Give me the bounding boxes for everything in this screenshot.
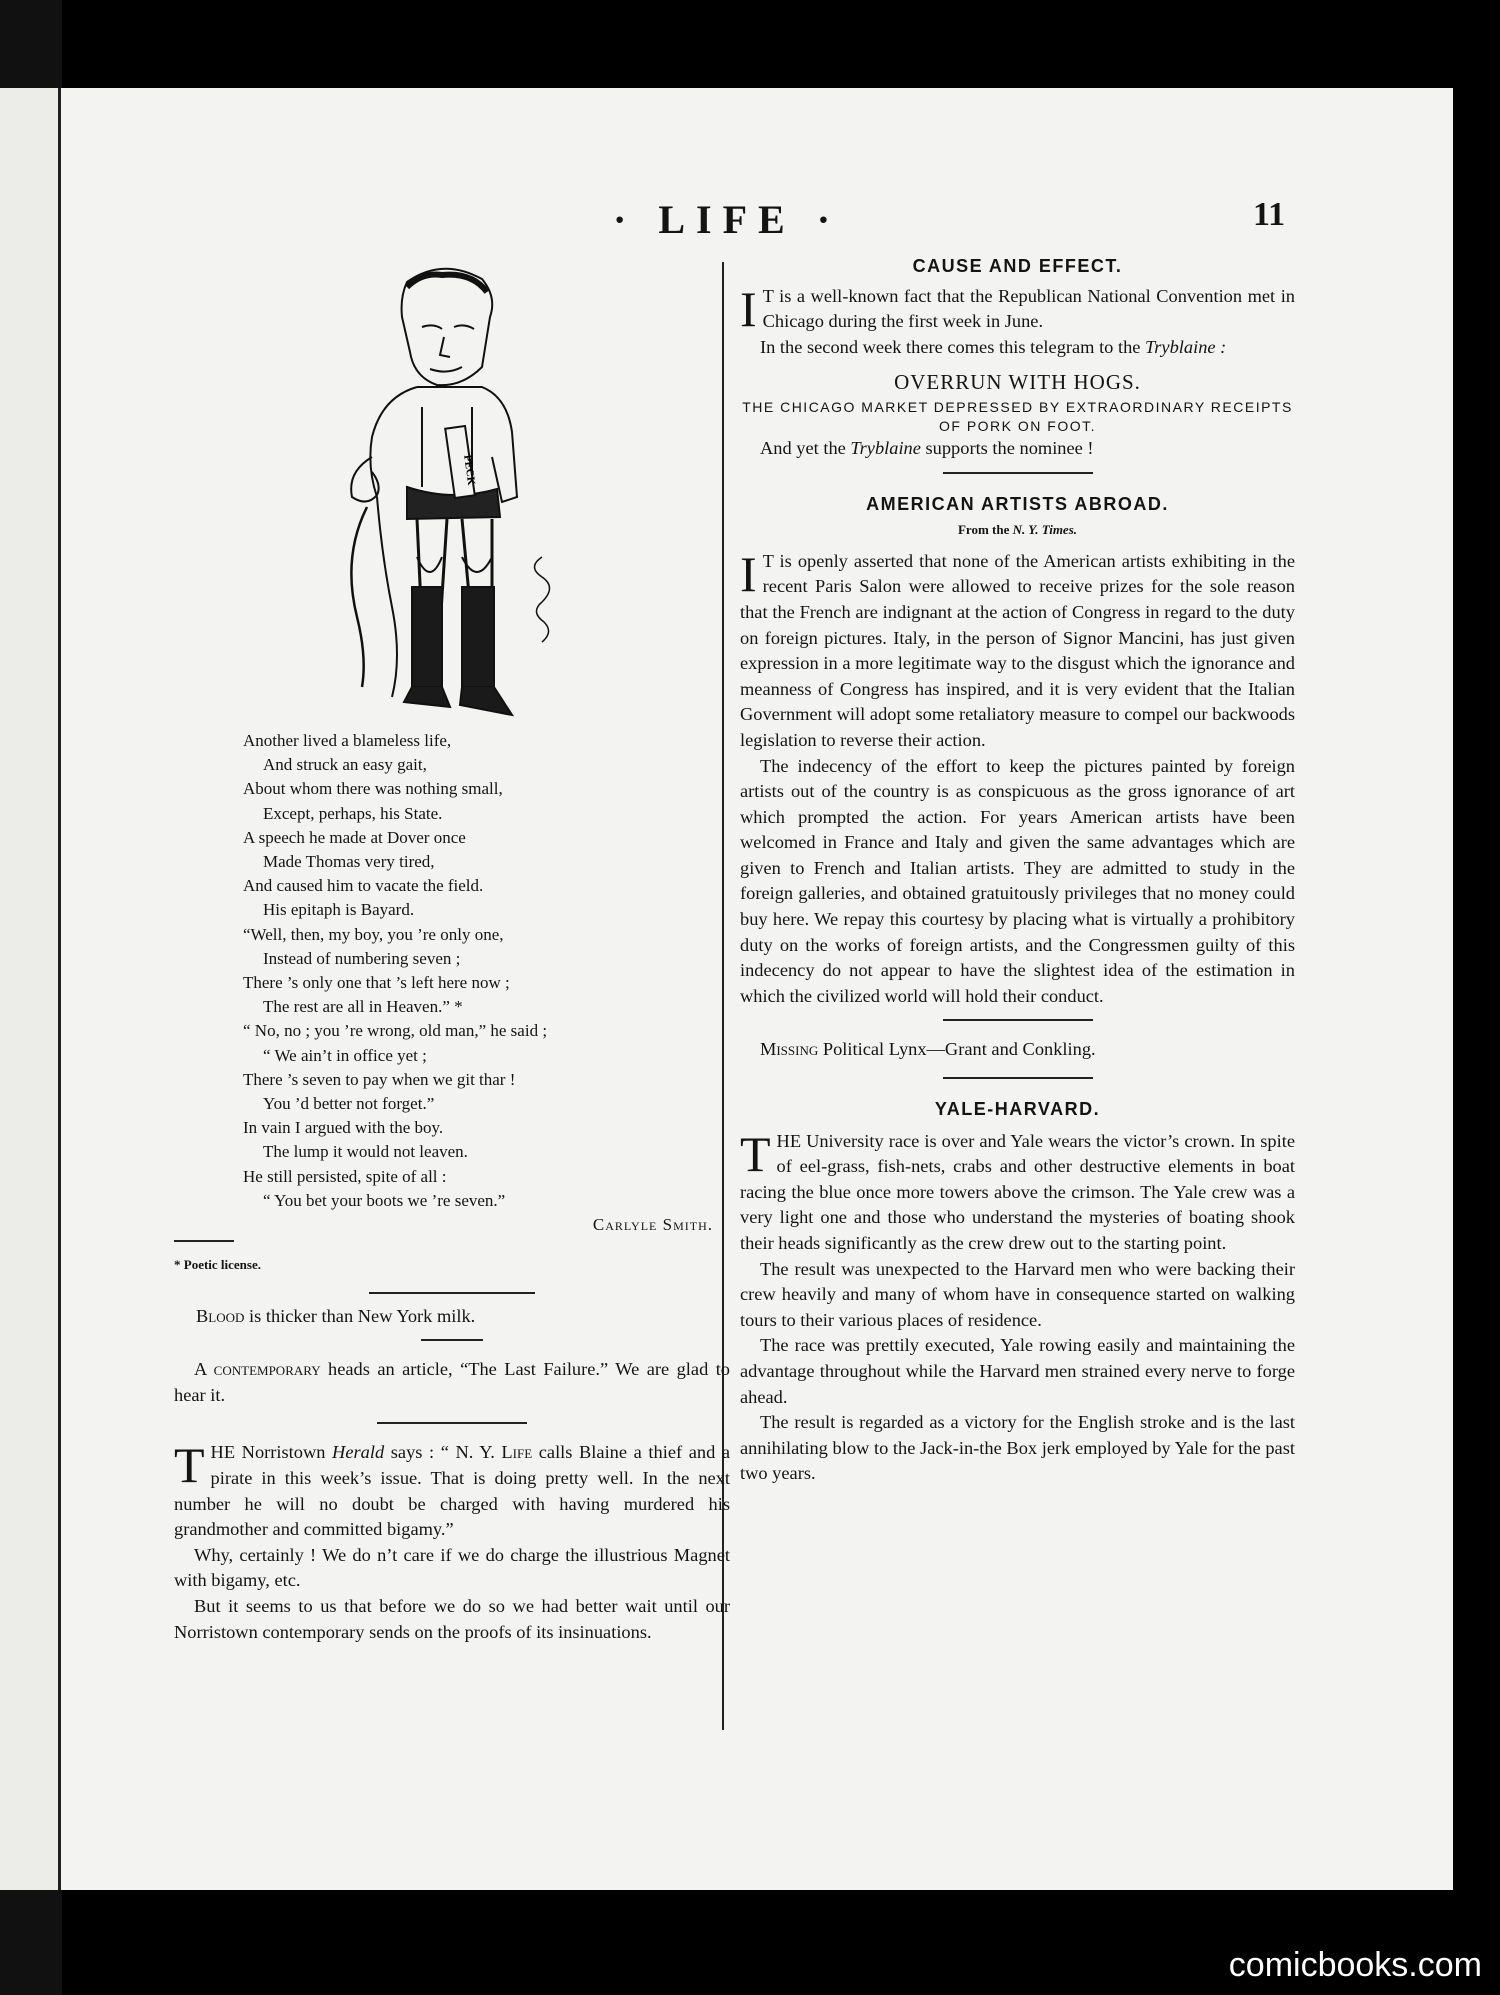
poem-line: A speech he made at Dover once xyxy=(243,827,466,847)
poem-line: There ’s only one that ’s left here now ; xyxy=(243,973,510,993)
drop-cap: I xyxy=(740,545,757,602)
sash-label: PECK xyxy=(461,454,478,487)
poem xyxy=(243,729,713,1237)
yale-paragraph-4: The result is regarded as a victory for the English stroke and is the last annihilating blow to the Jack-in-the Box jerk employed by Yale for the past two years. xyxy=(740,1412,1295,1484)
yale-paragraph-3: The race was prettily executed, Yale rowing easily and maintaining the advantage throughout while the Harvard men strained every nerve to forge ahead. xyxy=(740,1335,1295,1407)
yale-text: HE University race is over and Yale wears the victor’s crown. In spite of eel-grass, fish-nets, crabs and other destructive elements in boat racing the blue once more towers above the crimson. The Yale crew was a very light one and those who understand the mysteries of boating shook their heads significantly as the crew drew out to the starting point. xyxy=(740,1130,1295,1253)
poem-line: “Well, then, my boy, you ’re only one, xyxy=(243,924,504,944)
poem-line: And struck an easy gait, xyxy=(263,755,427,775)
cause-paragraph xyxy=(740,280,1295,337)
drop-cap: T xyxy=(740,1125,771,1182)
cause-text: And yet the xyxy=(760,437,851,458)
section-rule xyxy=(943,472,1093,474)
artists-paragraph xyxy=(740,545,1295,754)
section-rule xyxy=(377,1422,527,1424)
telegram-subheadline: THE CHICAGO MARKET DEPRESSED BY EXTRAORDINARY RECEIPTS OF PORK ON FOOT. xyxy=(742,398,1293,434)
artists-paragraph-2: The indecency of the effort to keep the pictures painted by foreign artists out of the country is as conspicuous as the gross ignorance of art which prompted the action. For years American artists have been welcomed in France and Italy and given the same advantages which are given to French and Italian artists. They are admitted to study in the foreign galleries, and obtained gratuitously privileges that no money could buy here. We repay this courtesy by placing what is virtually a prohibitory duty on the works of foreign artists, and the Congressmen guilty of this indecency do not appear to have the slightest idea of the estimation in which the civilized world will hold their conduct. xyxy=(740,755,1295,1006)
norristown-text: says : “ N. Y. xyxy=(384,1442,502,1463)
caricature-illustration xyxy=(322,257,562,722)
norristown-text: calls Blaine a thief and a pirate in this week’s issue. That is doing pretty well. In the next number he will no doubt be charged with having murdered his grandmother and committed bigamy.” xyxy=(174,1442,731,1540)
watermark: comicbooks.com xyxy=(1228,1946,1482,1984)
poem-line: The lump it would not leaven. xyxy=(263,1142,468,1162)
yale-paragraph-2: The result was unexpected to the Harvard men who were backing their crew heavily and many of whom have in consequence started on walking tours to their various places of residence. xyxy=(740,1258,1295,1330)
contemporary-text: heads an article, “The Last Failure.” We are glad to hear it. xyxy=(174,1359,730,1405)
missing-text: Political Lynx—Grant and Conkling. xyxy=(818,1039,1096,1060)
poem-line: “ You bet your boots we ’re seven.” xyxy=(263,1190,506,1210)
poem-line: About whom there was nothing small, xyxy=(243,779,503,799)
poem-line: Instead of numbering seven ; xyxy=(263,948,461,968)
source-name: N. Y. Times. xyxy=(1012,522,1078,538)
footnote-rule xyxy=(174,1240,234,1242)
poem-line: The rest are all in Heaven.” * xyxy=(263,997,463,1017)
poem-line: “ We ain’t in office yet ; xyxy=(263,1045,427,1065)
contemporary-lead: A contemporary xyxy=(194,1359,321,1380)
missing-lead: Missing xyxy=(760,1039,819,1060)
poem-line: Made Thomas very tired, xyxy=(263,852,435,872)
footnote: * Poetic license. xyxy=(174,1257,261,1272)
poem-line: There ’s seven to pay when we git thar ! xyxy=(243,1069,516,1089)
poem-line: Another lived a blameless life, xyxy=(243,731,452,750)
section-rule xyxy=(943,1077,1093,1079)
poem-line: His epitaph is Bayard. xyxy=(263,900,415,920)
blood-lead: Blood xyxy=(196,1305,245,1326)
cause-text: In the second week there comes this telegram to the xyxy=(760,336,1146,357)
magazine-title: · LIFE · xyxy=(613,197,842,242)
artists-text: T is openly asserted that none of the American artists exhibiting in the recent Paris Salon were allowed to receive prizes for the sole reason that the French are indignant at the action of Congress in regard to the duty on foreign pictures. Italy, in the person of Signor Mancini, has just given expression in a more legitimate way to the disgust which the ignorance and meanness of Congress has inspired, and it is very evident that the Italian Government will adopt some retaliatory measure to compel our backwoods legislation to reverse their action. xyxy=(740,550,1295,750)
page-number: 11 xyxy=(1253,196,1286,233)
blood-item xyxy=(174,1304,730,1330)
poem-line: Except, perhaps, his State. xyxy=(263,803,443,823)
tryblaine: Tryblaine : xyxy=(1145,336,1227,357)
source-prefix: From the xyxy=(957,522,1013,538)
section-rule xyxy=(943,1019,1093,1021)
cause-paragraph-2 xyxy=(740,335,1295,361)
section-rule xyxy=(421,1339,483,1341)
drop-cap: T xyxy=(174,1437,205,1494)
cause-title: CAUSE AND EFFECT. xyxy=(912,256,1123,276)
tryblaine: Tryblaine xyxy=(850,437,921,458)
section-rule xyxy=(369,1292,535,1294)
poem-line: In vain I argued with the boy. xyxy=(243,1118,444,1138)
poem-line: You ’d better not forget.” xyxy=(263,1094,435,1114)
contemporary-item xyxy=(174,1357,730,1408)
missing-item xyxy=(740,1037,1295,1063)
cause-text: supports the nominee ! xyxy=(920,437,1094,458)
yale-paragraph xyxy=(740,1125,1295,1257)
norristown-text: HE Norristown xyxy=(210,1442,333,1463)
norristown-life: Life xyxy=(501,1442,533,1463)
yale-title: YALE-HARVARD. xyxy=(934,1099,1101,1120)
why-paragraph: Why, certainly ! We do n’t care if we do charge the illustrious Magnet with bigamy, etc. xyxy=(174,1544,730,1591)
poem-line: He still persisted, spite of all : xyxy=(243,1166,447,1186)
left-column-lower xyxy=(174,1240,730,1645)
but-paragraph: But it seems to us that before we do so we had better wait until our Norristown contemporary sends on the proofs of its insinuations. xyxy=(174,1595,730,1642)
poem-signature: Carlyle Smith. xyxy=(592,1215,713,1235)
norristown-paragraph xyxy=(174,1437,731,1542)
blood-text: is thicker than New York milk. xyxy=(244,1305,476,1326)
artists-source xyxy=(740,517,1295,543)
poem-line: And caused him to vacate the field. xyxy=(243,876,484,896)
poem-line: “ No, no ; you ’re wrong, old man,” he said ; xyxy=(243,1021,548,1041)
previous-page-edge xyxy=(0,88,62,1890)
drop-cap: I xyxy=(740,280,757,337)
right-column xyxy=(740,254,1295,1487)
artists-title: AMERICAN ARTISTS ABROAD. xyxy=(866,493,1169,514)
cause-paragraph-3 xyxy=(740,436,1295,462)
telegram-headline: OVERRUN WITH HOGS. xyxy=(894,370,1141,395)
cause-text: T is a well-known fact that the Republican National Convention met in Chicago during the first week in June. xyxy=(762,285,1295,332)
norristown-herald: Herald xyxy=(332,1442,385,1463)
